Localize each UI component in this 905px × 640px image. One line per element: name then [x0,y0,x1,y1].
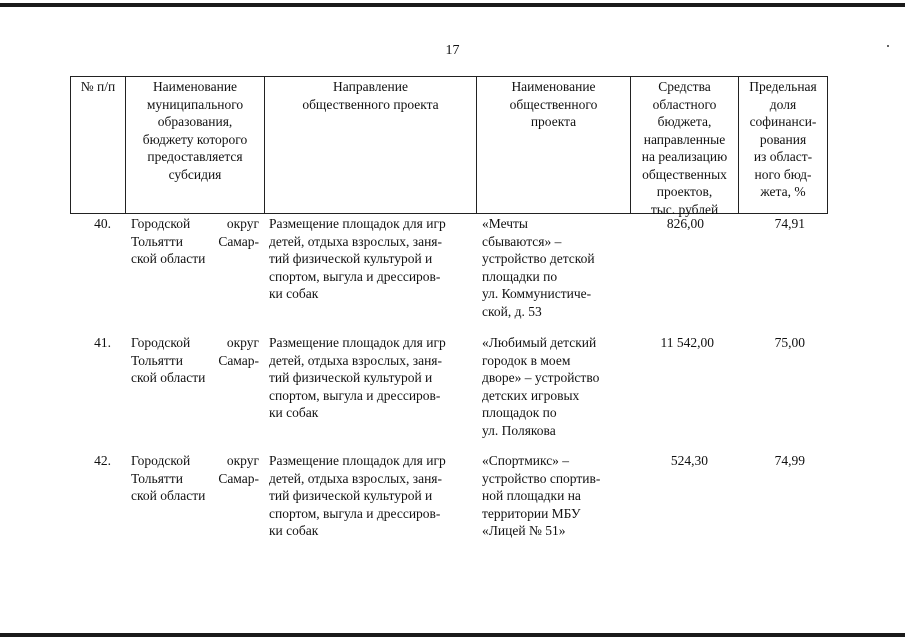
project-cell: «Мечты сбываются» – устройство детской площадки по ул. Коммунистиче- ской, д. 53 [482,216,595,319]
page-number: 17 [445,43,460,58]
header-direction: Направление общественного проекта [302,79,439,112]
share-cell: 74,91 [774,216,805,231]
municipality-cell: Городской округ Тольятти Самар- ской области [131,335,259,385]
project-cell: «Спортмикс» – устройство спортив- ной площадки на территории МБУ «Лицей № 51» [482,453,601,538]
header-number: № п/п [80,79,116,94]
row-number: 42. [94,453,111,468]
share-cell: 75,00 [774,335,805,350]
municipality-cell: Городской округ Тольятти Самар- ской области [131,453,259,503]
municipality-cell: Городской округ Тольятти Самар- ской области [131,216,259,266]
scan-edge-bottom [0,633,905,637]
scan-edge-top [0,3,905,7]
amount-cell: 524,30 [670,453,708,468]
direction-cell: Размещение площадок для игр детей, отдыха взрослых, заня- тий физической культурой и спортом, выгула и дрессиров- ки собак [269,453,446,538]
row-number: 41. [94,335,111,350]
direction-cell: Размещение площадок для игр детей, отдыха взрослых, заня- тий физической культурой и спортом, выгула и дрессиров- ки собак [269,335,446,420]
row-number: 40. [94,216,111,231]
header-max-share: Предельная доля софинанси- рования из област- ного бюд- жета, % [749,79,817,199]
amount-cell: 11 542,00 [660,335,714,350]
project-cell: «Любимый детский городок в моем дворе» – устройство детских игровых площадок по ул. Полякова [482,335,600,438]
header-regional-budget: Средства областного бюджета, направленные на реализацию общественных проектов, тыс. рублей [641,79,728,217]
header-project-name: Наименование общественного проекта [509,79,598,129]
header-municipality: Наименование муниципального образования, бюджету которого предоставляется субсидия [142,79,248,182]
share-cell: 74,99 [774,453,805,468]
amount-cell: 826,00 [666,216,704,231]
direction-cell: Размещение площадок для игр детей, отдыха взрослых, заня- тий физической культурой и спортом, выгула и дрессиров- ки собак [269,216,446,301]
